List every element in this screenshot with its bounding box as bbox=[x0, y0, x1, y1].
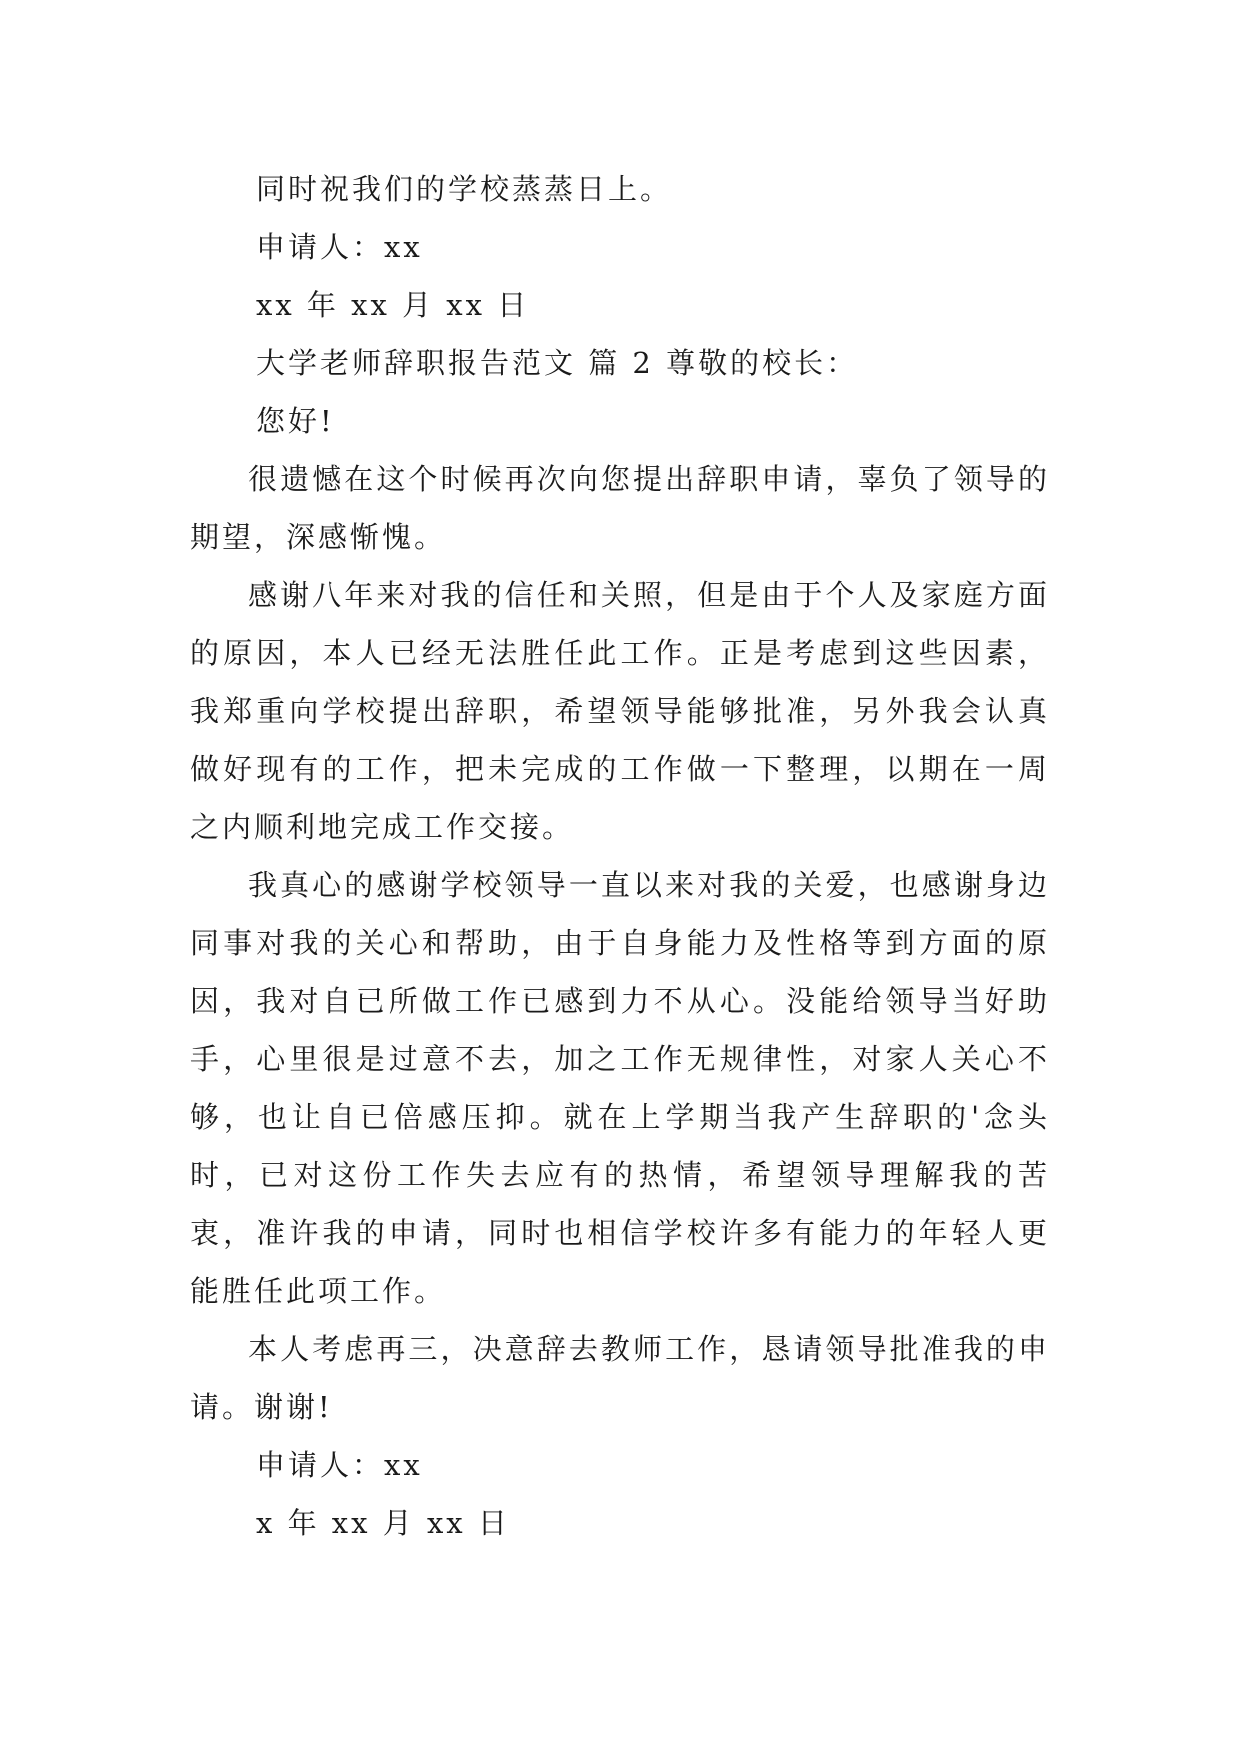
paragraph-regret: 很遗憾在这个时候再次向您提出辞职申请，辜负了领导的期望，深感惭愧。 bbox=[190, 462, 1050, 554]
paragraph-reasons: 我真心的感谢学校领导一直以来对我的关爱，也感谢身边同事对我的关心和帮助，由于自身能力及性格等到方面的原因，我对自已所做工作已感到力不从心。没能给领导当好助手，心里很是过意不去，加之工作无规律性，对家人关心不够，也让自已倍感压抑。就在上学期当我产生辞职的'念头时，已对这份工作失去应有的热情，希望领导理解我的苦衷，准许我的申请，同时也相信学校许多有能力的年轻人更能胜任此项工作。 bbox=[190, 868, 1050, 1308]
paragraph-request: 本人考虑再三，决意辞去教师工作，恳请领导批准我的申请。谢谢! bbox=[190, 1332, 1050, 1424]
section-heading-line: 大学老师辞职报告范文 篇 2 尊敬的校长： bbox=[256, 346, 859, 380]
signature-date: x 年 xx 月 xx 日 bbox=[256, 1506, 510, 1540]
greeting-line: 您好! bbox=[256, 404, 335, 438]
document-body bbox=[190, 160, 1050, 1552]
applicant-line: 申请人：xx bbox=[256, 230, 423, 264]
signature-applicant: 申请人：xx bbox=[256, 1448, 423, 1482]
date-line: xx 年 xx 月 xx 日 bbox=[256, 288, 530, 322]
paragraph-gratitude: 感谢八年来对我的信任和关照，但是由于个人及家庭方面的原因，本人已经无法胜任此工作。正是考虑到这些因素，我郑重向学校提出辞职，希望领导能够批准，另外我会认真做好现有的工作，把未完成的工作做一下整理，以期在一周之内顺利地完成工作交接。 bbox=[190, 578, 1050, 844]
closing-wish-line: 同时祝我们的学校蒸蒸日上。 bbox=[256, 172, 673, 206]
